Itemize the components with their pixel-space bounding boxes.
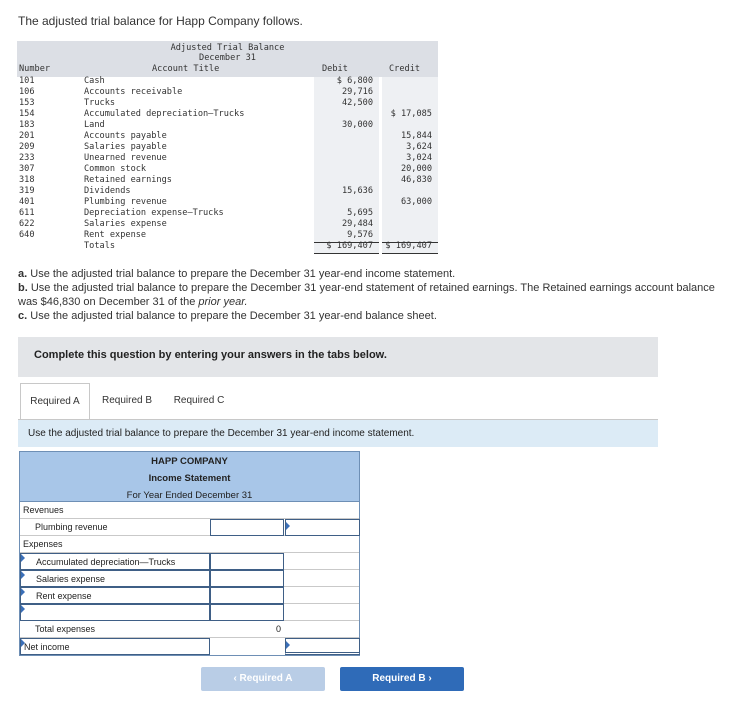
- table-row: [17, 197, 438, 208]
- revenues-row: [20, 502, 359, 519]
- row-num: 106: [19, 87, 35, 97]
- row-title: Depreciation expense—Trucks: [84, 208, 224, 218]
- dropdown-marker-icon: [21, 605, 25, 613]
- instruction-b: [18, 281, 723, 309]
- expense-1-input[interactable]: [210, 553, 284, 570]
- row-debit: $ 6,800: [336, 76, 373, 86]
- row-credit: 3,024: [406, 153, 432, 163]
- expenses-label: Expenses: [23, 539, 63, 549]
- row-debit: 5,695: [347, 208, 373, 218]
- plumbing-revenue-total-input[interactable]: [285, 519, 360, 536]
- dropdown-marker-icon: [21, 571, 25, 579]
- table-row: [17, 87, 438, 98]
- instruction-b-text: Use the adjusted trial balance to prepare the December 31 year-end statement of retained earnings. The Retained earnings account balance was $46,830 on December 31 of the: [18, 282, 715, 308]
- expense-row-3: [20, 587, 359, 604]
- expense-2-input[interactable]: [210, 570, 284, 587]
- dropdown-marker-icon: [21, 588, 25, 596]
- row-credit: 15,844: [400, 131, 432, 141]
- expenses-row: [20, 536, 359, 553]
- row-num: 183: [19, 120, 35, 130]
- revenues-label: Revenues: [23, 505, 64, 515]
- complete-question-banner: [18, 337, 658, 377]
- net-income-input[interactable]: [285, 638, 360, 655]
- row-title: Cash: [84, 76, 105, 86]
- col-title-header: Account Title: [152, 64, 220, 74]
- expense-2-label: Salaries expense: [36, 574, 106, 584]
- table-row: [17, 208, 438, 219]
- expense-3-input[interactable]: [210, 587, 284, 604]
- row-debit: 30,000: [341, 120, 373, 130]
- expense-row-2: [20, 570, 359, 587]
- row-num: 233: [19, 153, 35, 163]
- row-num: 201: [19, 131, 35, 141]
- total-expenses-row: [20, 621, 359, 638]
- instructions: [18, 267, 723, 323]
- credit-total-rule: [382, 242, 438, 243]
- row-credit: 3,624: [406, 142, 432, 152]
- instruction-b-italic: prior year.: [198, 296, 248, 308]
- row-title: Land: [84, 120, 105, 130]
- table-row: [17, 219, 438, 230]
- row-title: Accounts payable: [84, 131, 167, 141]
- plumbing-revenue-row: [20, 519, 359, 536]
- instruction-b-label: b.: [18, 282, 28, 294]
- col-credit-header: Credit: [389, 64, 421, 74]
- debit-total-bottom-rule: [314, 253, 379, 254]
- instruction-c: [18, 309, 723, 323]
- row-debit: 42,500: [341, 98, 373, 108]
- row-num: 319: [19, 186, 35, 196]
- expense-2-select[interactable]: [20, 570, 210, 587]
- prev-required-a-button[interactable]: ‹ Required A: [201, 667, 325, 691]
- row-debit: 9,576: [347, 230, 373, 240]
- trial-balance-date: December 31: [199, 53, 256, 63]
- net-income-label: Net income: [24, 642, 70, 652]
- row-title: Common stock: [84, 164, 147, 174]
- col-number-header: Number: [19, 64, 51, 74]
- plumbing-revenue-label: Plumbing revenue: [35, 522, 108, 532]
- banner-text: Complete this question by entering your answers in the tabs below.: [34, 349, 387, 361]
- table-row: [17, 131, 438, 142]
- row-num: 622: [19, 219, 35, 229]
- input-marker-icon: [286, 641, 290, 649]
- company-name: HAPP COMPANY: [151, 456, 228, 467]
- intro-text: The adjusted trial balance for Happ Company follows.: [18, 14, 303, 28]
- statement-period: For Year Ended December 31: [126, 490, 253, 501]
- row-credit: 20,000: [400, 164, 432, 174]
- plumbing-revenue-label-cell: [20, 519, 210, 536]
- row-title: Totals: [84, 241, 116, 251]
- table-row: [17, 76, 438, 87]
- row-num: 318: [19, 175, 35, 185]
- expense-1-select[interactable]: [20, 553, 210, 570]
- plumbing-revenue-input[interactable]: [210, 519, 284, 536]
- row-num: 154: [19, 109, 35, 119]
- row-title: Accounts receivable: [84, 87, 183, 97]
- table-row: [17, 230, 438, 241]
- next-required-b-button[interactable]: Required B ›: [340, 667, 464, 691]
- row-num: 153: [19, 98, 35, 108]
- expense-1-label: Accumulated depreciation—Trucks: [36, 557, 176, 567]
- table-row: [17, 153, 438, 164]
- row-title: Retained earnings: [84, 175, 172, 185]
- trial-balance-table: [17, 41, 438, 253]
- table-row: [17, 142, 438, 153]
- expense-4-input[interactable]: [210, 604, 284, 621]
- row-num: 611: [19, 208, 35, 218]
- row-debit: 15,636: [341, 186, 373, 196]
- row-title: Accumulated depreciation—Trucks: [84, 109, 245, 119]
- table-row: [17, 109, 438, 120]
- row-title: Plumbing revenue: [84, 197, 167, 207]
- row-num: 209: [19, 142, 35, 152]
- debit-total-rule: [314, 242, 379, 243]
- row-debit: 29,716: [341, 87, 373, 97]
- net-income-row: [20, 638, 359, 655]
- row-title: Dividends: [84, 186, 131, 196]
- table-row: [17, 186, 438, 197]
- row-credit: 46,830: [400, 175, 432, 185]
- expense-row-1: [20, 553, 359, 570]
- row-title: Salaries payable: [84, 142, 167, 152]
- total-expenses-label: Total expenses: [35, 624, 96, 634]
- row-title: Unearned revenue: [84, 153, 167, 163]
- income-statement-header: [19, 451, 360, 502]
- row-credit: $ 17,085: [390, 109, 432, 119]
- dropdown-marker-icon: [21, 554, 25, 562]
- table-row: [17, 120, 438, 131]
- instruction-a: [18, 267, 723, 281]
- table-row: [17, 175, 438, 186]
- trial-balance-rows: [17, 76, 438, 252]
- prompt-bar: [18, 419, 658, 447]
- trial-balance-header: [17, 41, 438, 77]
- expense-4-select[interactable]: [20, 604, 210, 621]
- row-credit: $ 169,407: [385, 241, 432, 251]
- expense-3-select[interactable]: [20, 587, 210, 604]
- total-expenses-value: 0: [275, 624, 281, 634]
- table-row: [17, 164, 438, 175]
- row-title: Trucks: [84, 98, 116, 108]
- instruction-c-text: Use the adjusted trial balance to prepare the December 31 year-end balance sheet.: [27, 310, 437, 322]
- expense-row-4: [20, 604, 359, 621]
- income-statement-body: [19, 502, 360, 656]
- row-credit: 63,000: [400, 197, 432, 207]
- table-row: [17, 98, 438, 109]
- row-debit: 29,484: [341, 219, 373, 229]
- input-marker-icon: [286, 522, 290, 530]
- trial-balance-title: Adjusted Trial Balance: [170, 43, 285, 53]
- row-num: 640: [19, 230, 35, 240]
- instruction-a-text: Use the adjusted trial balance to prepare the December 31 year-end income statement.: [27, 268, 456, 280]
- col-debit-header: Debit: [322, 64, 348, 74]
- row-num: 401: [19, 197, 35, 207]
- row-title: Salaries expense: [84, 219, 167, 229]
- prompt-text: Use the adjusted trial balance to prepare the December 31 year-end income statement.: [28, 428, 415, 439]
- total-expenses-value-cell: [210, 621, 284, 638]
- tab-required-b[interactable]: Required B: [94, 383, 160, 420]
- row-debit: $ 169,407: [326, 241, 373, 251]
- tab-required-c[interactable]: Required C: [166, 383, 232, 420]
- instruction-c-label: c.: [18, 310, 28, 322]
- credit-total-bottom-rule: [382, 253, 438, 254]
- row-title: Rent expense: [84, 230, 147, 240]
- row-num: 101: [19, 76, 35, 86]
- tab-required-a[interactable]: Required A: [20, 383, 90, 420]
- statement-name: Income Statement: [148, 473, 231, 484]
- expense-3-label: Rent expense: [36, 591, 92, 601]
- instruction-a-label: a.: [18, 268, 28, 280]
- net-income-select[interactable]: [20, 638, 210, 655]
- row-num: 307: [19, 164, 35, 174]
